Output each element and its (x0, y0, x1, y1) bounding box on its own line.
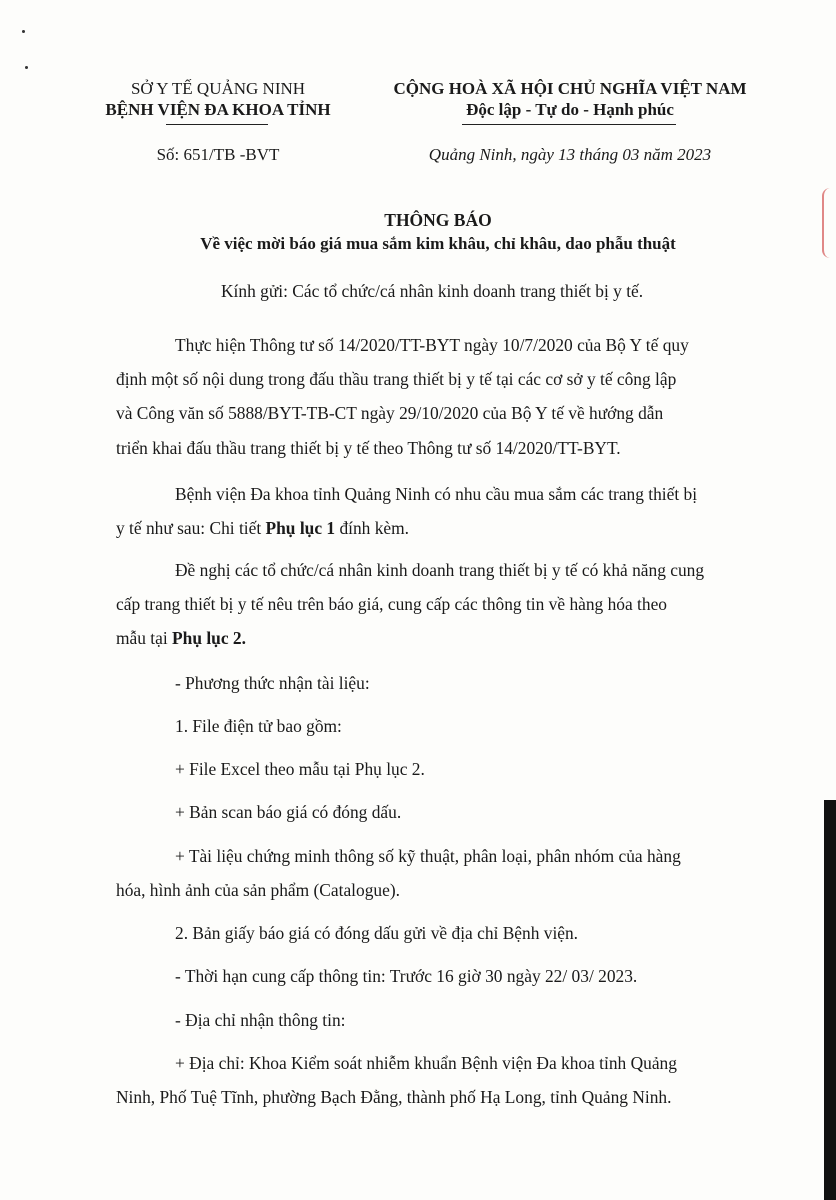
left-header-rule (166, 124, 268, 125)
paragraph-3-line-3 (116, 628, 246, 648)
scan-edge-shadow (824, 800, 836, 1200)
right-header-rule (462, 124, 676, 125)
appendix-2-ref: Phụ lục 2. (172, 628, 246, 648)
paragraph-3-text-a: mẫu tại (116, 628, 173, 648)
date-place: Quảng Ninh, ngày 13 tháng 03 năm 2023 (428, 145, 712, 164)
docs-item-line-2: hóa, hình ảnh của sản phẩm (Catalogue). (116, 880, 400, 900)
paragraph-2-text-c: đính kèm. (335, 518, 410, 538)
paragraph-3-line-2: cấp trang thiết bị y tế nêu trên báo giá, cung cấp các thông tin về hàng hóa theo (116, 594, 667, 614)
paragraph-1-line-3: và Công văn số 5888/BYT-TB-CT ngày 29/10/2020 của Bộ Y tế về hướng dẫn (116, 403, 664, 423)
paragraph-3-line-1: Đề nghị các tổ chức/cá nhân kinh doanh trang thiết bị y tế có khả năng cung (175, 560, 705, 580)
scan-speck (22, 30, 25, 33)
document-number: Số: 651/TB -BVT (156, 145, 280, 164)
paragraph-1-line-2: định một số nội dung trong đấu thầu trang thiết bị y tế tại các cơ sở y tế công lập (116, 369, 677, 389)
recipient-line: Kính gửi: Các tổ chức/cá nhân kinh doanh trang thiết bị y tế. (221, 281, 644, 301)
appendix-1-ref: Phụ lục 1 (265, 518, 336, 538)
file-group-heading: 1. File điện tử bao gồm: (175, 716, 342, 736)
paragraph-1-line-4: triển khai đấu thầu trang thiết bị y tế theo Thông tư số 14/2020/TT-BYT. (116, 438, 621, 458)
scan-item: + Bản scan báo giá có đóng dấu. (175, 802, 402, 822)
excel-item: + File Excel theo mẫu tại Phụ lục 2. (175, 759, 425, 779)
notice-title: THÔNG BÁO (384, 210, 492, 230)
national-motto: Độc lập - Tự do - Hạnh phúc (466, 100, 674, 119)
agency-name: SỞ Y TẾ QUẢNG NINH (130, 79, 306, 98)
paragraph-2-line-1: Bệnh viện Đa khoa tỉnh Quảng Ninh có nhu cầu mua sắm các trang thiết bị (175, 484, 698, 504)
address-heading: - Địa chỉ nhận thông tin: (175, 1010, 346, 1030)
paragraph-2-text-a: y tế như sau: Chi tiết (116, 518, 266, 538)
address-line-2: Ninh, Phố Tuệ Tĩnh, phường Bạch Đằng, thành phố Hạ Long, tỉnh Quảng Ninh. (116, 1087, 672, 1107)
method-heading: - Phương thức nhận tài liệu: (175, 673, 370, 693)
paragraph-2-line-2 (116, 518, 409, 538)
paragraph-1-line-1: Thực hiện Thông tư số 14/2020/TT-BYT ngày 10/7/2020 của Bộ Y tế quy (175, 335, 689, 355)
deadline-item: - Thời hạn cung cấp thông tin: Trước 16 giờ 30 ngày 22/ 03/ 2023. (175, 966, 638, 986)
docs-item-line-1: + Tài liệu chứng minh thông số kỹ thuật, phân loại, phân nhóm của hàng (175, 846, 681, 866)
paper-item: 2. Bản giấy báo giá có đóng dấu gửi về địa chỉ Bệnh viện. (175, 923, 579, 943)
scan-speck (25, 66, 28, 69)
hospital-name: BỆNH VIỆN ĐA KHOA TỈNH (105, 100, 331, 119)
national-title: CỘNG HOÀ XÃ HỘI CHỦ NGHĨA VIỆT NAM (393, 79, 747, 98)
notice-subject: Về việc mời báo giá mua sắm kim khâu, chỉ khâu, dao phẫu thuật (200, 234, 676, 253)
address-line-1: + Địa chỉ: Khoa Kiểm soát nhiễm khuẩn Bệnh viện Đa khoa tỉnh Quảng (175, 1053, 677, 1073)
